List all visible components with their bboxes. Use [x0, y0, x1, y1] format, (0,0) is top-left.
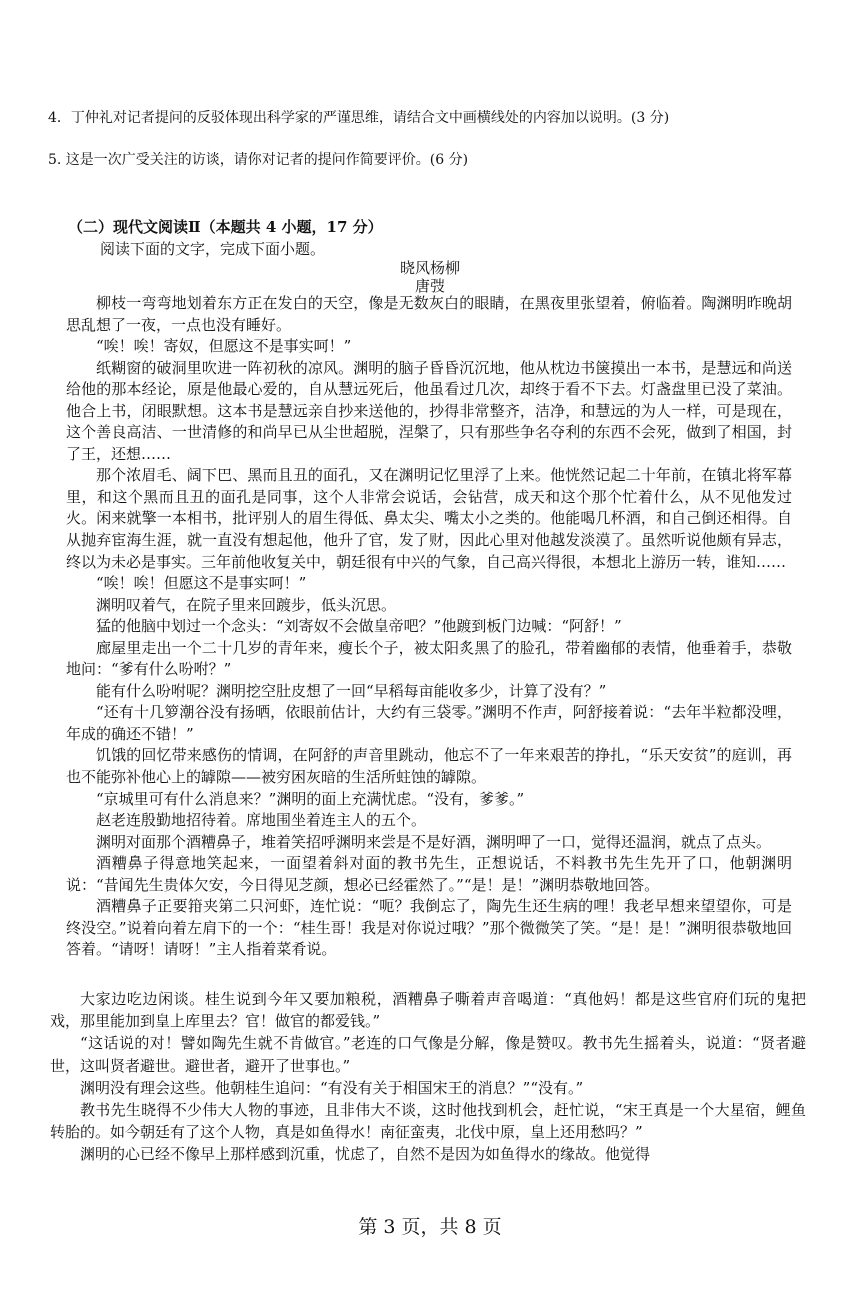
paragraph: “这话说的对！譬如陶先生就不肯做官。”老连的口气像是分解，像是赞叹。教书先生摇着头，说道：“贤者避世，这叫贤者避世。避世者，避开了世事也。”	[50, 1034, 806, 1075]
question-4: 4．丁仲礼对记者提问的反驳体现出科学家的严谨思维，请结合文中画横线处的内容加以说明。(3 分)	[48, 110, 670, 126]
paragraph: 廊屋里走出一个二十几岁的青年来，瘦长个子，被太阳炙黑了的脸孔，带着幽郁的表情，他垂着手，恭敬地问：“爹有什么吩咐？”	[66, 638, 792, 679]
paragraph: 柳枝一弯弯地划着东方正在发白的天空，像是无数灰白的眼睛，在黑夜里张望着，俯临着。陶渊明昨晚胡思乱想了一夜，一点也没有睡好。	[66, 294, 792, 334]
paragraph: 酒糟鼻子得意地笑起来，一面望着斜对面的教书先生，正想说话，不料教书先生先开了口，他朝渊明说：“昔闻先生贵体欠安，今日得见芝颜，想必已经霍然了。”“是！是！”渊明恭敬地回答。	[66, 854, 792, 894]
section-title: （二）现代文阅读Ⅱ（本题共 4 小题，17 分）	[68, 218, 383, 236]
paragraph: 教书先生晓得不少伟大人物的事迹，且非伟大不谈，这时他找到机会，赶忙说，“宋王真是一个大星宿，鲤鱼转胎的。如今朝廷有了这个人物，真是如鱼得水！南征蛮夷，北伐中原，皇上还用愁吗？”	[50, 1101, 806, 1142]
article-body-continued	[50, 988, 806, 1166]
page-number: 第 3 页，共 8 页	[358, 1216, 502, 1238]
paragraph: 渊明对面那个酒糟鼻子，堆着笑招呼渊明来尝是不是好酒，渊明呷了一口，觉得还温润，就点了点头。	[96, 832, 772, 851]
paragraph: 酒糟鼻子正要箝夹第二只河虾，连忙说：“呃？我倒忘了，陶先生还生病的哩！我老早想来望望你，可是终没空。”说着向着左肩下的一个：“桂生哥！我是对你说过哦？”那个微微笑了笑。“是！是！”渊明很恭敬地回答着。“请呀！请呀！”主人指着菜肴说。	[66, 897, 792, 959]
article-body	[66, 293, 792, 961]
paragraph: “还有十几箩潮谷没有扬晒，依眼前估计，大约有三袋零。”渊明不作声，阿舒接着说：“去年半粒都没哩，年成的确还不错！”	[66, 703, 792, 743]
article-author: 唐弢	[414, 277, 445, 295]
paragraph: 渊明的心已经不像早上那样感到沉重，忧虑了，自然不是因为如鱼得水的缘故。他觉得	[80, 1145, 651, 1164]
paragraph: 渊明叹着气，在院子里来回踱步，低头沉思。	[96, 595, 397, 614]
section-instruction: 阅读下面的文字，完成下面小题。	[100, 240, 326, 258]
paragraph: “唉！唉！但愿这不是事实呵！”	[96, 574, 307, 593]
paragraph: 大家边吃边闲谈。桂生说到今年又要加粮税，酒糟鼻子嘶着声音喝道：“真他妈！都是这些官府们玩的鬼把戏，那里能加到皇上库里去？官！做官的都爱钱。”	[50, 990, 806, 1031]
question-5: 5. 这是一次广受关注的访谈，请你对记者的提问作简要评价。(6 分)	[48, 152, 469, 168]
paragraph: 纸糊窗的破洞里吹进一阵初秋的凉风。渊明的脑子昏昏沉沉地，他从枕边书箧摸出一本书，是慧远和尚送给他的那本经论，原是他最心爱的，自从慧远死后，他虽看过几次，却终于看不下去。灯盏盘里已没了菜油。他合上书，闭眼默想。这本书是慧远亲自抄来送他的，抄得非常整齐，洁净，和慧远的为人一样，可是现在，这个善良高洁、一世清修的和尚早已从尘世超脱，涅槃了，只有那些争名夺利的东西不会死，做到了相国，封了王，还想……	[66, 358, 792, 463]
paragraph: 渊明没有理会这些。他朝桂生追问：“有没有关于相国宋王的消息？”“没有。”	[80, 1078, 584, 1097]
paragraph: 饥饿的回忆带来感伤的情调，在阿舒的声音里跳动，他忘不了一年来艰苦的挣扎，“乐天安贫”的庭训，再也不能弥补他心上的罅隙——被穷困灰暗的生活所蛀蚀的罅隙。	[66, 746, 792, 787]
paragraph: “唉！唉！寄奴，但愿这不是事实呵！”	[96, 337, 352, 356]
paragraph: “京城里可有什么消息来？”渊明的面上充满忧虑。“没有，爹爹。”	[96, 789, 525, 808]
paragraph: 能有什么吩咐呢？渊明挖空肚皮想了一回“早稻每亩能收多少，计算了没有？”	[96, 681, 607, 700]
paragraph: 赵老连殷勤地招待着。席地围坐着连主人的五个。	[96, 811, 427, 830]
article-title: 晓风杨柳	[399, 259, 460, 277]
paragraph: 猛的他脑中划过一个念头：“刘寄奴不会做皇帝吧？”他踱到板门边喊：“阿舒！”	[96, 617, 622, 636]
paragraph: 那个浓眉毛、阔下巴、黑而且丑的面孔，又在渊明记忆里浮了上来。他恍然记起二十年前，在镇北将军幕里，和这个黑而且丑的面孔是同事，这个人非常会说话，会钻营，成天和这个那个忙着什么，从不见他发过火。闲来就擎一本相书，批评别人的眉生得低、鼻太尖、嘴太小之类的。他能喝几杯酒，和自己倒还相得。自从抛弃宦海生涯，就一直没有想起他，他升了官，发了财，因此心里对他越发淡漠了。虽然听说他颇有异志，终以为未必是事实。三年前他收复关中，朝廷很有中兴的气象，自己高兴得很，本想北上游历一转，谁知……	[66, 466, 792, 571]
